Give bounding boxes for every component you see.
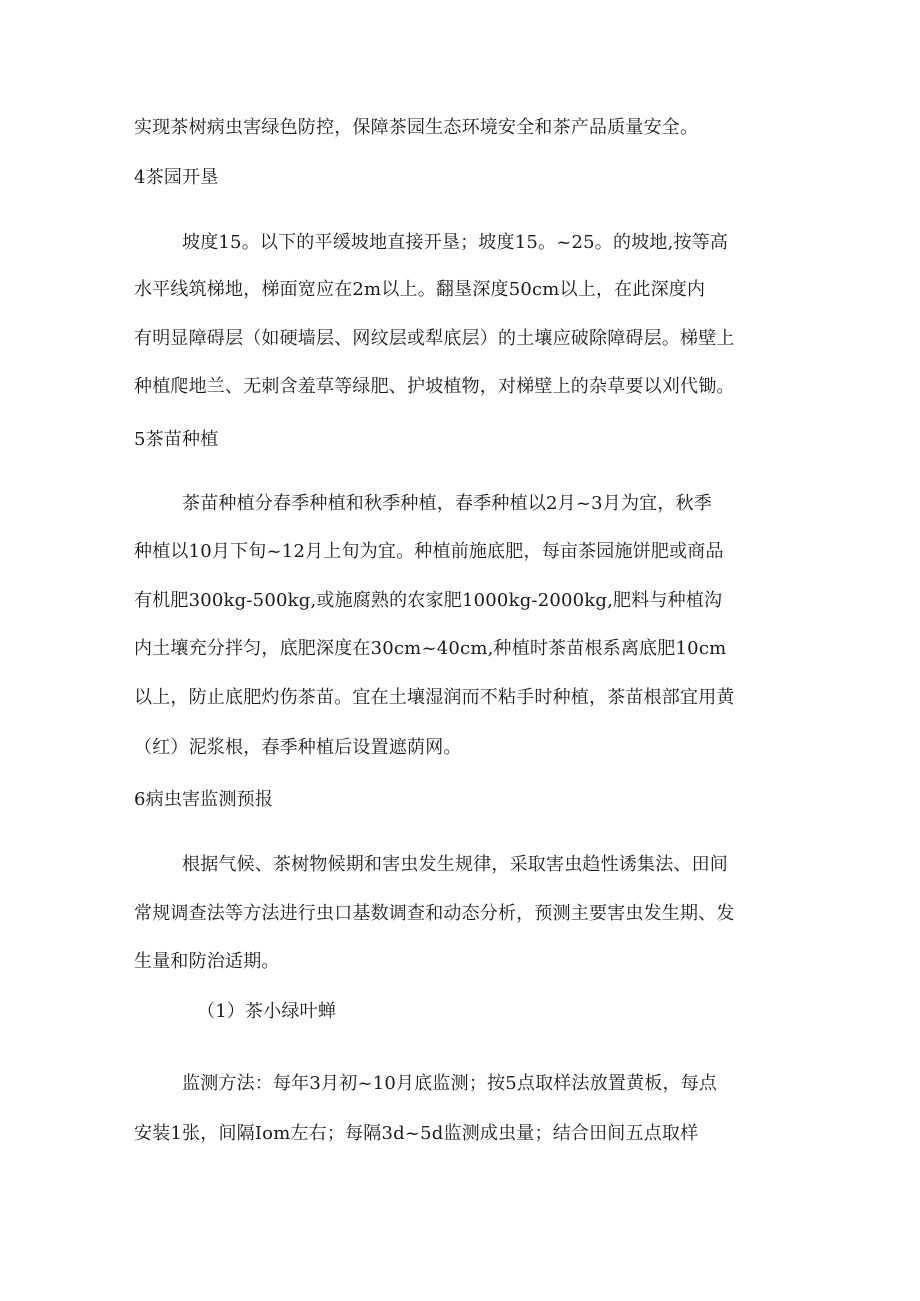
subsection-heading-1: （1）茶小绿叶蝉 [197,1001,337,1022]
section-heading-5: 5茶苗种植 [134,429,219,450]
paragraph-line: 种植爬地兰、无刺含羞草等绿肥、护坡植物，对梯壁上的杂草要以刈代锄。 [134,376,735,397]
paragraph-line: 根据气候、茶树物候期和害虫发生规律，采取害虫趋性诱集法、田间 [182,854,728,875]
paragraph-line: 监测方法：每年3月初~10月底监测；按5点取样法放置黄板，每点 [182,1073,718,1094]
paragraph-line: 以上，防止底肥灼伤茶苗。宜在土壤湿润而不粘手时种植，茶苗根部宜用黄 [134,687,735,708]
paragraph-line: 常规调查法等方法进行虫口基数调查和动态分析，预测主要害虫发生期、发 [134,903,735,924]
paragraph-line: 茶苗种植分春季种植和秋季种植，春季种植以2月~3月为宜，秋季 [182,493,712,514]
paragraph-line: 生量和防治适期。 [134,951,280,972]
section-heading-6: 6病虫害监测预报 [134,789,274,810]
paragraph-line: 有明显障碍层（如硬墙层、网纹层或犁底层）的土壤应破除障碍层。梯壁上 [134,328,735,349]
paragraph-line: 坡度15。以下的平缓坡地直接开垦；坡度15。~25。的坡地,按等高 [182,232,729,253]
section-heading-4: 4茶园开垦 [134,167,219,188]
paragraph-line: 实现茶树病虫害绿色防控，保障茶园生态环境安全和茶产品质量安全。 [134,117,699,138]
paragraph-line: 水平线筑梯地，梯面宽应在2m以上。翻垦深度50cm以上，在此深度内 [134,279,706,300]
paragraph-line: （红）泥浆根，春季种植后设置遮荫网。 [134,737,462,758]
paragraph-line: 安装1张，间隔Iom左右；每隔3d~5d监测成虫量；结合田间五点取样 [134,1123,699,1144]
paragraph-line: 有机肥300kg-500kg,或施腐熟的农家肥1000kg-2000kg,肥料与种植沟 [134,590,723,611]
paragraph-line: 内土壤充分拌匀，底肥深度在30cm~40cm,种植时茶苗根系离底肥10cm [134,638,727,659]
paragraph-line: 种植以10月下旬~12月上旬为宜。种植前施底肥，每亩茶园施饼肥或商品 [134,541,724,562]
